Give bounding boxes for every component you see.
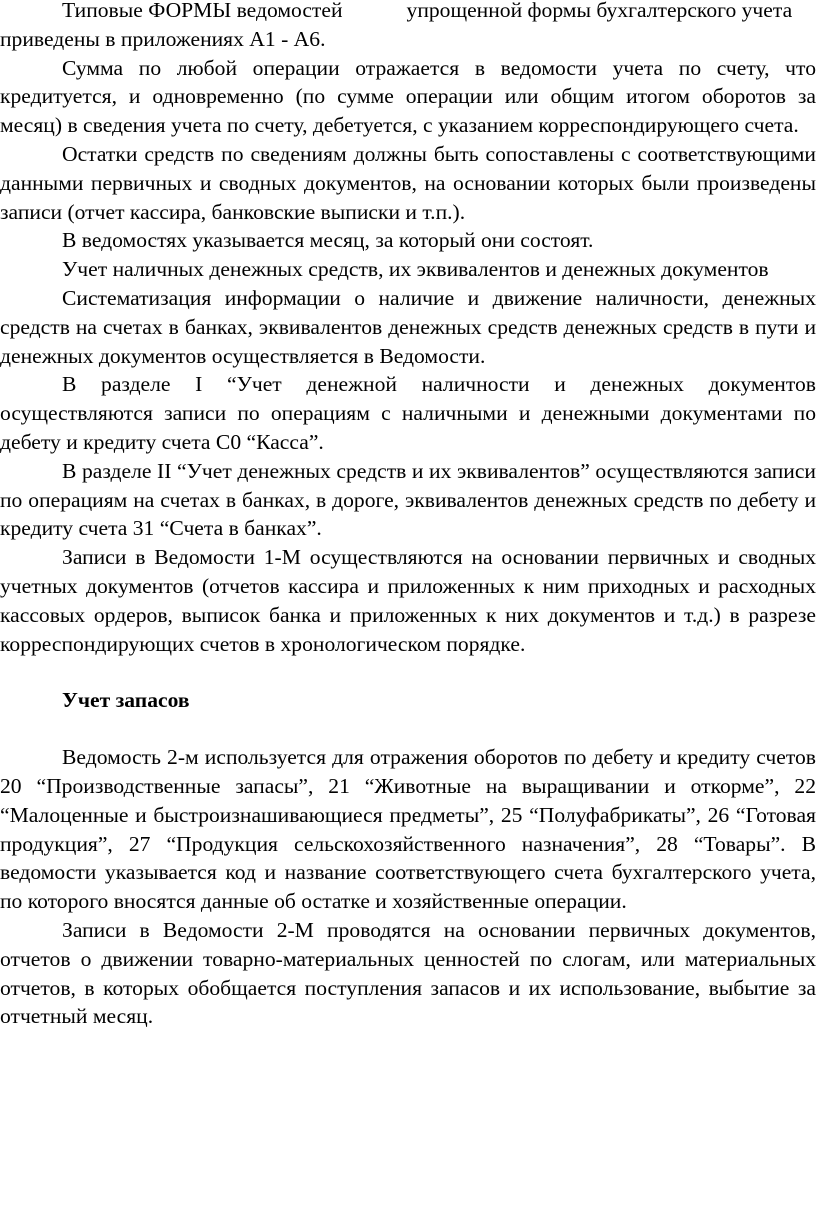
paragraph-section-2: В разделе II “Учет денежных средств и их эквивалентов” осуществляются записи по операциям на счетах в банках, в дороге, эквивалентов денежных средств по дебету и кредиту счета 31 “Счета в банках”. <box>0 458 816 541</box>
paragraph-systematization: Систематизация информации о наличие и движение наличности, денежных средств на счетах в банках, эквивалентов денежных средств денежных средств в пути и денежных документов осуществляется в Ведомости. <box>0 285 816 368</box>
paragraph-records-1m: Записи в Ведомости 1-М осуществляются на основании первичных и сводных учетных документов (отчетов кассира и приложенных к ним приходных и расходных кассовых ордеров, выписок банка и приложенных к них документов и т.д.) в разрезе корреспондирующих счетов в хронологическом порядке. <box>0 545 816 656</box>
paragraph-records-2m: Записи в Ведомости 2-М проводятся на основании первичных документов, отчетов о движении товарно-материальных ценностей по слогам, или материальных отчетов, в которых обобщается поступления запасов и их использование, выбытие за отчетный месяц. <box>0 917 816 1029</box>
section-heading-inventory: Учет запасов <box>62 688 190 713</box>
paragraph-cash-accounting-title: Учет наличных денежных средств, их эквивалентов и денежных документов <box>62 257 769 282</box>
paragraph-balances: Остатки средств по сведениям должны быть сопоставлены с соответствующими данными первичных и сводных документов, на основании которых были произведены записи (отчет кассира, банковские выписки и т.п.). <box>0 141 816 224</box>
paragraph-statement-2m: Ведомость 2-м используется для отражения оборотов по дебету и кредиту счетов 20 “Производственные запасы”, 21 “Животные на выращивании и откорме”, 22 “Малоценные и быстроизнашивающиеся предметы”, 25 “Полуфабрикаты”, 26 “Готовая продукция”, 27 “Продукция сельскохозяйственного назначения”, 28 “Товары”. В ведомости указывается код и название соответствующего счета бухгалтерского учета, по которого вносятся данные об остатке и хозяйственные операции. <box>0 745 816 914</box>
paragraph-section-1: В разделе I “Учет денежной наличности и денежных документов осуществляются записи по операциям с наличными и денежными документами по дебету и кредиту счета С0 “Касса”. <box>0 372 816 454</box>
paragraph-operation-sum: Сумма по любой операции отражается в ведомости учета по счету, что кредитуется, и одновременно (по сумме операции или общим итогом оборотов за месяц) в сведения учета по счету, дебетуется, с указанием корреспондирующего счета. <box>0 55 816 138</box>
paragraph-forms <box>0 0 816 54</box>
paragraph-forms-part2: упрощенной формы бухгалтерского учета приведены в приложениях А1 - А6. <box>0 0 793 51</box>
paragraph-forms-part1: Типовые ФОРМЫ ведомостей <box>62 0 343 22</box>
paragraph-month: В ведомостях указывается месяц, за который они состоят. <box>62 228 594 253</box>
